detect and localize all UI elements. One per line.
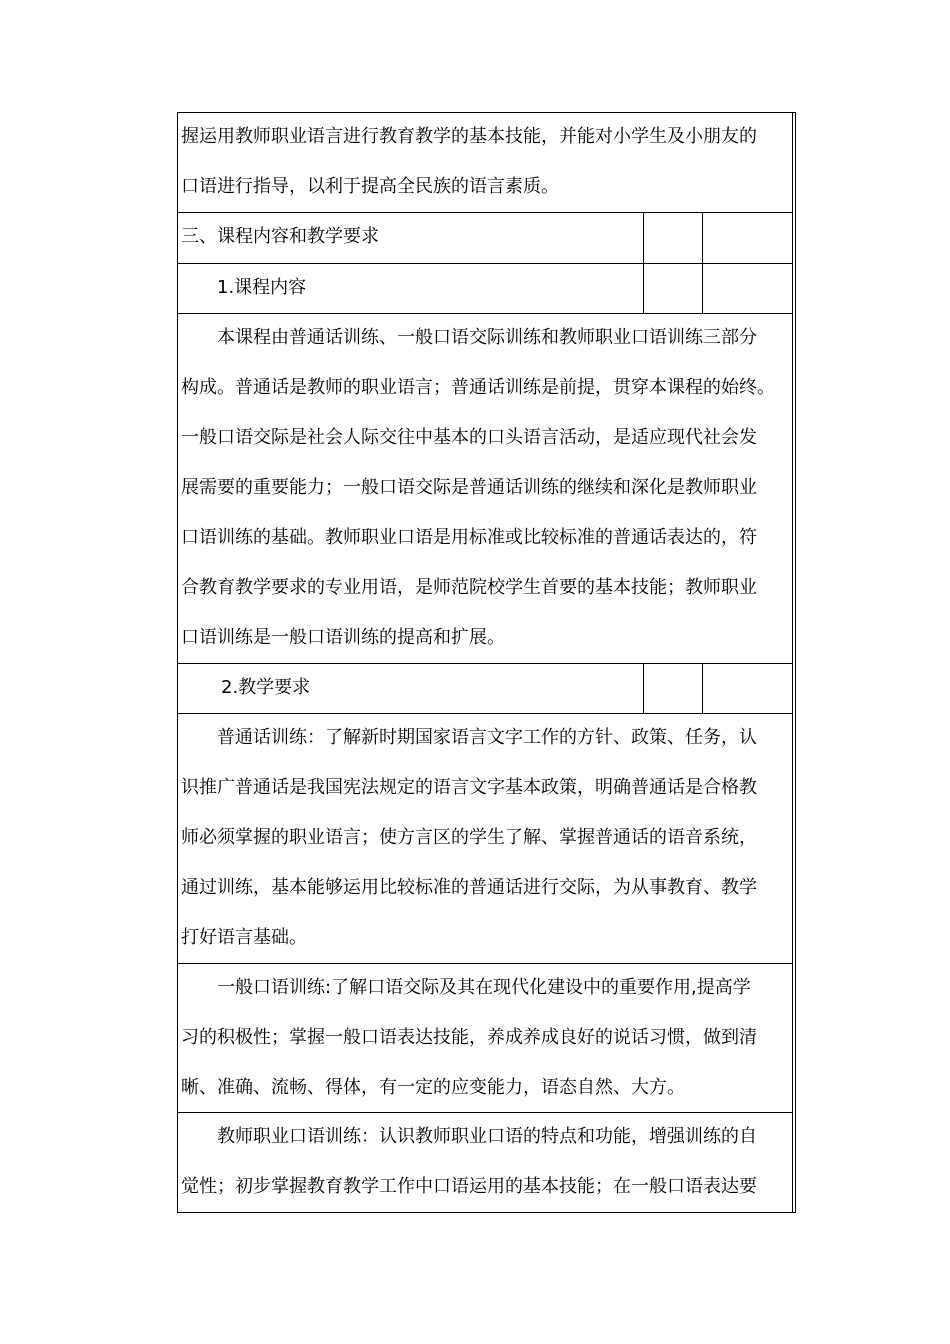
- paragraph-line: 握运用教师职业语言进行教育教学的基本技能，并能对小学生及小朋友的: [181, 126, 757, 147]
- column-divider: [643, 212, 644, 313]
- paragraph-line: 师必须掌握的职业语言；使方言区的学生了解、掌握普通话的语音系统，: [181, 827, 757, 848]
- paragraph-line: 觉性；初步掌握教育教学工作中口语运用的基本技能；在一般口语表达要: [181, 1176, 757, 1197]
- column-divider: [702, 663, 703, 713]
- paragraph-line: 口语进行指导，以利于提高全民族的语言素质。: [181, 176, 559, 197]
- section-heading: 三、课程内容和教学要求: [181, 226, 379, 247]
- paragraph-line: 识推广普通话是我国宪法规定的语言文字基本政策，明确普通话是合格教: [181, 777, 757, 798]
- paragraph-line: 口语训练的基础。教师职业口语是用标准或比较标准的普通话表达的，符: [181, 527, 757, 548]
- table-border-bottom: [177, 1212, 796, 1213]
- column-divider: [702, 212, 703, 313]
- paragraph-line: 口语训练是一般口语训练的提高和扩展。: [181, 627, 505, 648]
- paragraph-line: 合教育教学要求的专业用语，是师范院校学生首要的基本技能；教师职业: [181, 577, 757, 598]
- paragraph-line: 通过训练，基本能够运用比较标准的普通话进行交际，为从事教育、教学: [181, 877, 757, 898]
- table-border-right-outer: [795, 112, 796, 1213]
- paragraph-line: 习的积极性；掌握一般口语表达技能，养成养成良好的说话习惯，做到清: [181, 1027, 757, 1048]
- paragraph-line: 一般口语交际是社会人际交往中基本的口头语言活动，是适应现代社会发: [181, 427, 757, 448]
- subsection-heading-teaching-requirements: 2.教学要求: [221, 677, 311, 698]
- paragraph-line: 展需要的重要能力；一般口语交际是普通话训练的继续和深化是教师职业: [181, 477, 757, 498]
- column-divider: [643, 663, 644, 713]
- paragraph-line: 一般口语训练:了解口语交际及其在现代化建设中的重要作用,提高学: [217, 977, 751, 998]
- paragraph-line: 打好语言基础。: [181, 927, 307, 948]
- paragraph-line: 普通话训练：了解新时期国家语言文字工作的方针、政策、任务，认: [217, 727, 757, 748]
- paragraph-line: 构成。普通话是教师的职业语言；普通话训练是前提，贯穿本课程的始终。: [181, 377, 775, 398]
- subsection-heading-course-content: 1.课程内容: [217, 277, 307, 298]
- paragraph-line: 晰、准确、流畅、得体，有一定的应变能力，语态自然、大方。: [181, 1077, 685, 1098]
- document-table: [177, 112, 797, 1213]
- paragraph-line: 本课程由普通话训练、一般口语交际训练和教师职业口语训练三部分: [217, 327, 757, 348]
- paragraph-line: 教师职业口语训练：认识教师职业口语的特点和功能，增强训练的自: [217, 1126, 757, 1147]
